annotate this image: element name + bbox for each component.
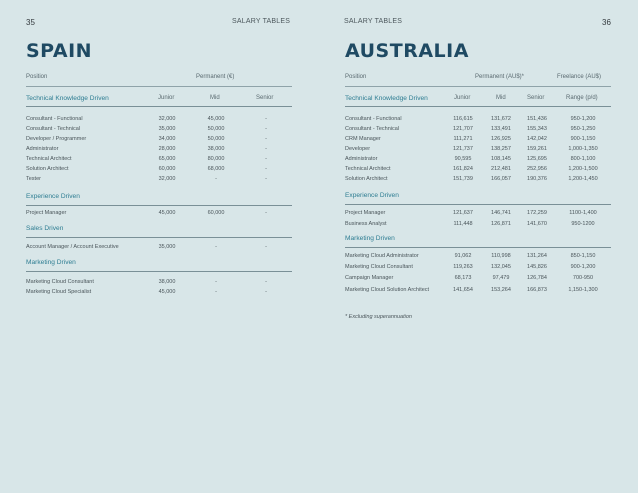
mid-value: 38,000 bbox=[207, 146, 225, 152]
section-title: Marketing Driven bbox=[26, 259, 76, 266]
section-title: Sales Driven bbox=[26, 225, 64, 232]
junior-value: 91,062 bbox=[454, 253, 472, 259]
page-header: SALARY TABLES bbox=[344, 18, 403, 25]
senior-value: 125,695 bbox=[527, 156, 547, 162]
col-mid: Mid bbox=[210, 95, 220, 101]
role-name: Developer bbox=[345, 146, 371, 152]
junior-value: 28,000 bbox=[158, 146, 176, 152]
senior-value: - bbox=[265, 289, 267, 295]
mid-value: 97,479 bbox=[492, 275, 510, 281]
senior-value: - bbox=[265, 136, 267, 142]
mid-value: 133,491 bbox=[491, 126, 511, 132]
role-name: Marketing Cloud Specialist bbox=[26, 289, 92, 295]
section-title: Experience Driven bbox=[26, 193, 80, 200]
page-title: SPAIN bbox=[26, 40, 93, 62]
range-value: 700-950 bbox=[572, 275, 594, 281]
mid-value: 50,000 bbox=[207, 136, 225, 142]
page-title: AUSTRALIA bbox=[345, 40, 469, 62]
senior-value: 190,376 bbox=[527, 176, 547, 182]
role-name: Project Manager bbox=[345, 210, 386, 216]
page-number: 36 bbox=[602, 18, 611, 27]
junior-value: 32,000 bbox=[158, 176, 176, 182]
senior-value: - bbox=[265, 176, 267, 182]
senior-value: - bbox=[265, 166, 267, 172]
role-name: Administrator bbox=[345, 156, 378, 162]
range-value: 800-1,100 bbox=[570, 156, 596, 162]
header-rule bbox=[26, 86, 292, 87]
role-name: Developer / Programmer bbox=[26, 136, 87, 142]
range-value: 1,000-1,350 bbox=[568, 146, 598, 152]
senior-value: 172,259 bbox=[527, 210, 547, 216]
role-name: Marketing Cloud Administrator bbox=[345, 253, 419, 259]
range-value: 950-1200 bbox=[571, 221, 595, 227]
senior-value: 151,436 bbox=[527, 116, 547, 122]
senior-value: 155,343 bbox=[527, 126, 547, 132]
senior-value: - bbox=[265, 210, 267, 216]
range-value: 1,150-1,300 bbox=[568, 287, 598, 293]
mid-value: 212,481 bbox=[491, 166, 511, 172]
mid-value: - bbox=[215, 176, 217, 182]
role-name: Consultant - Technical bbox=[345, 126, 400, 132]
mid-value: 80,000 bbox=[207, 156, 225, 162]
footnote: * Excluding superannuation bbox=[345, 314, 412, 320]
junior-value: 45,000 bbox=[158, 289, 176, 295]
role-name: Project Manager bbox=[26, 210, 67, 216]
role-name: Consultant - Technical bbox=[26, 126, 81, 132]
section-rule bbox=[345, 247, 611, 248]
senior-value: 159,261 bbox=[527, 146, 547, 152]
mid-value: 110,998 bbox=[491, 253, 511, 259]
mid-value: 131,672 bbox=[491, 116, 511, 122]
junior-value: 121,707 bbox=[453, 126, 473, 132]
junior-value: 35,000 bbox=[158, 126, 176, 132]
junior-value: 60,000 bbox=[158, 166, 176, 172]
role-name: Campaign Manager bbox=[345, 275, 394, 281]
section-title: Experience Driven bbox=[345, 192, 399, 199]
junior-value: 111,448 bbox=[453, 221, 473, 227]
range-value: 1100-1,400 bbox=[569, 210, 597, 216]
junior-value: 116,615 bbox=[453, 116, 473, 122]
senior-value: - bbox=[265, 279, 267, 285]
section-rule bbox=[26, 271, 292, 272]
col-junior: Junior bbox=[158, 95, 175, 101]
senior-value: 141,670 bbox=[527, 221, 547, 227]
mid-value: 153,264 bbox=[491, 287, 511, 293]
section-rule bbox=[345, 106, 611, 107]
col-junior: Junior bbox=[454, 95, 471, 101]
role-name: Marketing Cloud Solution Architect bbox=[345, 287, 430, 293]
role-name: Account Manager / Account Executive bbox=[26, 244, 119, 250]
senior-value: 166,873 bbox=[527, 287, 547, 293]
senior-value: 126,784 bbox=[527, 275, 547, 281]
range-value: 1,200-1,500 bbox=[568, 166, 598, 172]
currency-label: Permanent (€) bbox=[196, 74, 235, 80]
section-rule bbox=[345, 204, 611, 205]
mid-value: 126,925 bbox=[491, 136, 511, 142]
mid-value: 166,057 bbox=[491, 176, 511, 182]
mid-value: 50,000 bbox=[207, 126, 225, 132]
senior-value: 142,042 bbox=[527, 136, 547, 142]
right-page bbox=[319, 0, 638, 493]
junior-value: 35,000 bbox=[158, 244, 176, 250]
junior-value: 34,000 bbox=[158, 136, 176, 142]
senior-value: 145,826 bbox=[527, 264, 547, 270]
junior-value: 121,737 bbox=[453, 146, 473, 152]
freelance-label: Freelance (AU$) bbox=[557, 74, 602, 80]
range-value: 900-1,150 bbox=[570, 136, 596, 142]
range-value: 950-1,250 bbox=[570, 126, 596, 132]
senior-value: 252,956 bbox=[527, 166, 547, 172]
junior-value: 45,000 bbox=[158, 210, 176, 216]
col-mid: Mid bbox=[496, 95, 506, 101]
junior-value: 151,739 bbox=[453, 176, 473, 182]
range-value: 850-1,150 bbox=[570, 253, 596, 259]
junior-value: 111,271 bbox=[453, 136, 473, 142]
role-name: Marketing Cloud Consultant bbox=[345, 264, 413, 270]
junior-value: 65,000 bbox=[158, 156, 176, 162]
column-section-label: Technical Knowledge Driven bbox=[345, 95, 428, 102]
page-header: SALARY TABLES bbox=[232, 18, 291, 25]
senior-value: - bbox=[265, 116, 267, 122]
junior-value: 161,824 bbox=[453, 166, 473, 172]
role-name: Technical Architect bbox=[26, 156, 72, 162]
role-name: Business Analyst bbox=[345, 221, 387, 227]
senior-value: - bbox=[265, 244, 267, 250]
position-label: Position bbox=[26, 74, 48, 80]
senior-value: 131,264 bbox=[527, 253, 547, 259]
mid-value: - bbox=[215, 244, 217, 250]
range-value: 950-1,200 bbox=[570, 116, 596, 122]
header-rule bbox=[345, 86, 611, 87]
section-rule bbox=[26, 205, 292, 206]
section-title: Marketing Driven bbox=[345, 235, 395, 242]
mid-value: 45,000 bbox=[207, 116, 225, 122]
col-senior: Senior bbox=[256, 95, 274, 101]
mid-value: - bbox=[215, 289, 217, 295]
mid-value: 68,000 bbox=[207, 166, 225, 172]
col-range: Range (p/d) bbox=[566, 95, 598, 101]
column-section-label: Technical Knowledge Driven bbox=[26, 95, 109, 102]
mid-value: - bbox=[215, 279, 217, 285]
section-rule bbox=[26, 106, 292, 107]
senior-value: - bbox=[265, 156, 267, 162]
mid-value: 146,741 bbox=[491, 210, 511, 216]
mid-value: 126,871 bbox=[491, 221, 511, 227]
position-label: Position bbox=[345, 74, 367, 80]
junior-value: 119,263 bbox=[453, 264, 473, 270]
senior-value: - bbox=[265, 146, 267, 152]
junior-value: 32,000 bbox=[158, 116, 176, 122]
senior-value: - bbox=[265, 126, 267, 132]
mid-value: 132,045 bbox=[491, 264, 511, 270]
mid-value: 138,257 bbox=[491, 146, 511, 152]
role-name: Marketing Cloud Consultant bbox=[26, 279, 94, 285]
junior-value: 121,637 bbox=[453, 210, 473, 216]
mid-value: 108,145 bbox=[491, 156, 511, 162]
role-name: Technical Architect bbox=[345, 166, 391, 172]
role-name: Solution Architect bbox=[26, 166, 69, 172]
range-value: 900-1,200 bbox=[570, 264, 596, 270]
mid-value: 60,000 bbox=[207, 210, 225, 216]
junior-value: 90,595 bbox=[454, 156, 472, 162]
role-name: Tester bbox=[26, 176, 41, 182]
role-name: Administrator bbox=[26, 146, 59, 152]
role-name: Consultant - Functional bbox=[345, 116, 402, 122]
role-name: CRM Manager bbox=[345, 136, 381, 142]
junior-value: 38,000 bbox=[158, 279, 176, 285]
permanent-label: Permanent (AU$)* bbox=[475, 74, 525, 80]
role-name: Consultant - Functional bbox=[26, 116, 83, 122]
range-value: 1,200-1,450 bbox=[568, 176, 598, 182]
col-senior: Senior bbox=[527, 95, 545, 101]
section-rule bbox=[26, 237, 292, 238]
junior-value: 141,654 bbox=[453, 287, 473, 293]
role-name: Solution Architect bbox=[345, 176, 388, 182]
page-number: 35 bbox=[26, 18, 35, 27]
junior-value: 68,173 bbox=[454, 275, 472, 281]
